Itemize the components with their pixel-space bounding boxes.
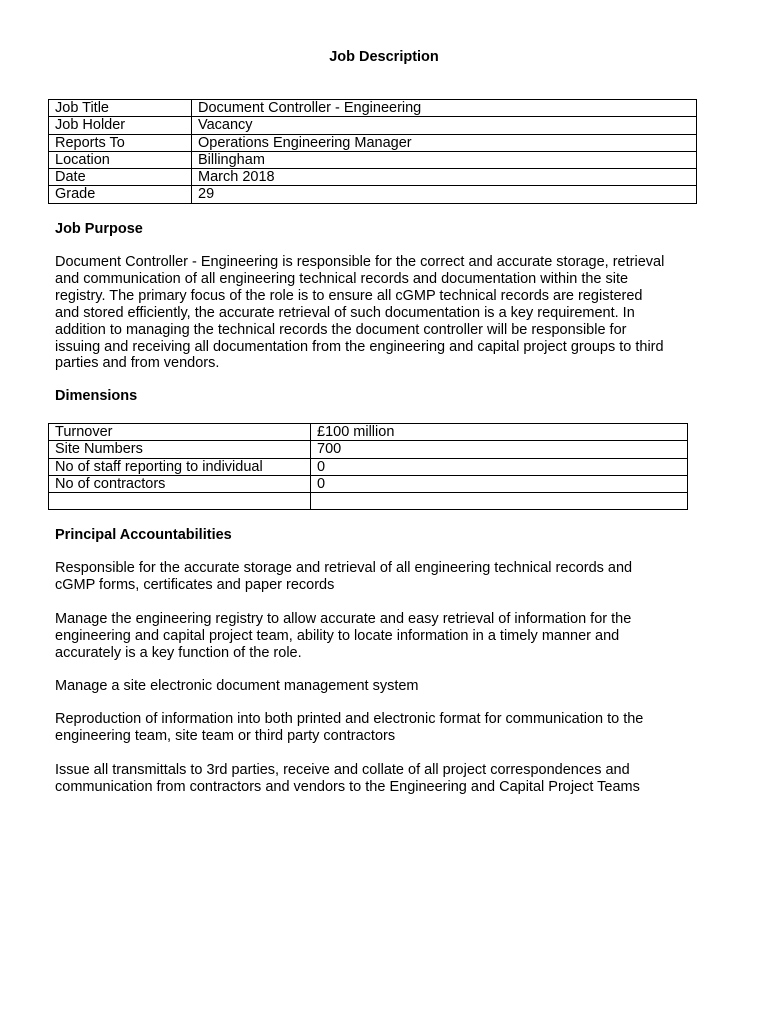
- grade-value: 29: [192, 186, 697, 203]
- accountability-item: Responsible for the accurate storage and retrieval of all engineering technical records and cGMP forms, certificates and paper records: [55, 560, 633, 593]
- table-row: [49, 441, 688, 458]
- turnover-value: £100 million: [311, 424, 688, 441]
- job-holder-value: Vacancy: [192, 117, 697, 134]
- table-row: [49, 475, 688, 492]
- grade-label: Grade: [49, 186, 192, 203]
- reports-to-value: Operations Engineering Manager: [192, 134, 697, 151]
- date-value: March 2018: [192, 169, 697, 186]
- site-numbers-label: Site Numbers: [49, 441, 311, 458]
- dimensions-table: [48, 423, 688, 510]
- location-label: Location: [49, 151, 192, 168]
- empty-cell: [49, 493, 311, 510]
- empty-cell: [311, 493, 688, 510]
- job-purpose-text: Document Controller - Engineering is responsible for the correct and accurate storage, retrieval and communication of all engineering technical records and documentation within the site registry. The primary focus of the role is to ensure all cGMP technical records are registered and stored efficiently, the accurate retrieval of such documentation is a key requirement. In addition to managing the technical records the document controller will be responsible for issuing and receiving all documentation from the engineering and capital project groups to third parties and from vendors.: [55, 254, 665, 372]
- staff-reporting-value: 0: [311, 458, 688, 475]
- table-row: [49, 151, 697, 168]
- contractors-value: 0: [311, 475, 688, 492]
- accountability-item: Manage the engineering registry to allow accurate and easy retrieval of information for the engineering and capital project team, ability to locate information in a timely manner and accurately is a key function of the role.: [55, 611, 632, 661]
- site-numbers-value: 700: [311, 441, 688, 458]
- job-title-value: Document Controller - Engineering: [192, 100, 697, 117]
- staff-reporting-label: No of staff reporting to individual: [49, 458, 311, 475]
- date-label: Date: [49, 169, 192, 186]
- principal-accountabilities-heading: Principal Accountabilities: [55, 527, 232, 543]
- document-title: Job Description: [329, 49, 439, 65]
- turnover-label: Turnover: [49, 424, 311, 441]
- accountability-item: Reproduction of information into both printed and electronic format for communication to the engineering team, site team or third party contractors: [55, 711, 644, 744]
- table-row: [49, 424, 688, 441]
- contractors-label: No of contractors: [49, 475, 311, 492]
- job-purpose-heading: Job Purpose: [55, 221, 143, 237]
- table-row: [49, 493, 688, 510]
- accountability-item: Issue all transmittals to 3rd parties, receive and collate of all project correspondences and communication from contractors and vendors to the Engineering and Capital Project Teams: [55, 762, 640, 795]
- table-row: [49, 117, 697, 134]
- job-holder-label: Job Holder: [49, 117, 192, 134]
- table-row: [49, 458, 688, 475]
- job-title-label: Job Title: [49, 100, 192, 117]
- table-row: [49, 169, 697, 186]
- table-row: [49, 100, 697, 117]
- table-row: [49, 186, 697, 203]
- reports-to-label: Reports To: [49, 134, 192, 151]
- accountability-item: Manage a site electronic document management system: [55, 678, 419, 694]
- location-value: Billingham: [192, 151, 697, 168]
- job-info-table: [48, 99, 697, 204]
- dimensions-heading: Dimensions: [55, 388, 138, 404]
- table-row: [49, 134, 697, 151]
